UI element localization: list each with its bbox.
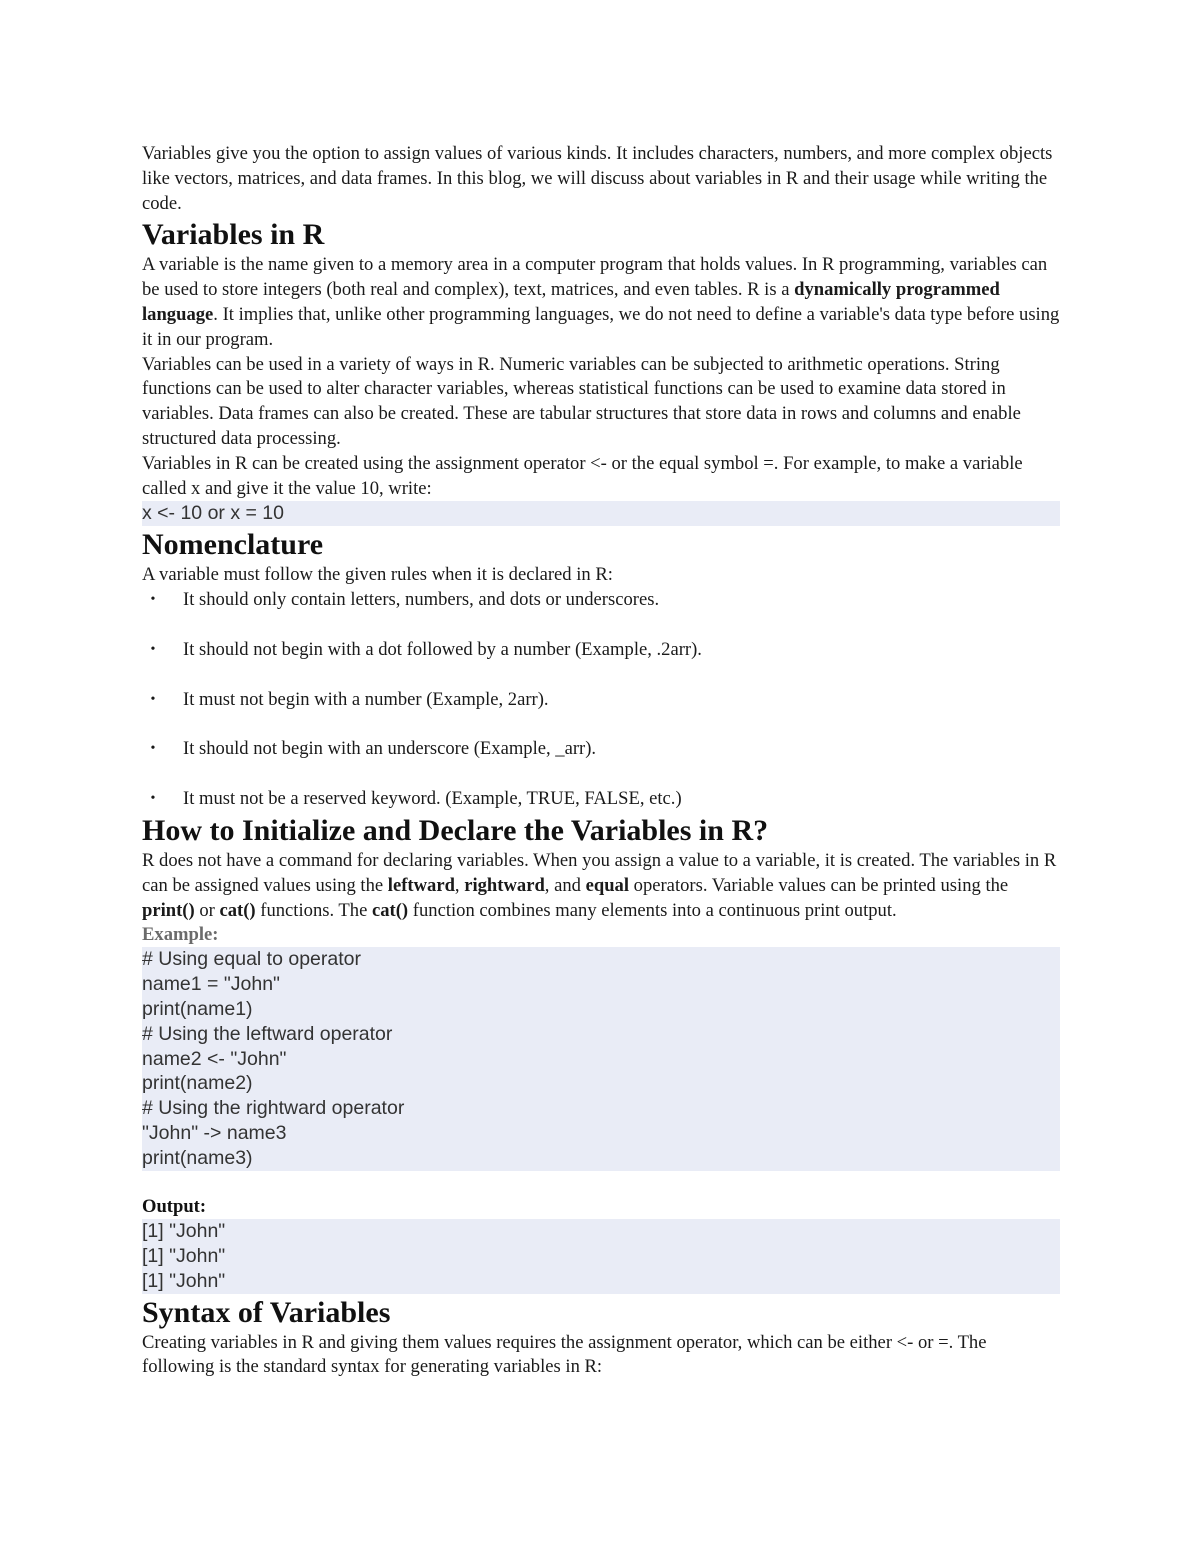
heading-syntax-of-variables: Syntax of Variables bbox=[142, 1295, 391, 1329]
bold-term: rightward bbox=[464, 874, 545, 896]
rule-text: It should not begin with a dot followed by a number (Example, .2arr). bbox=[183, 638, 702, 660]
text: , bbox=[454, 874, 465, 896]
bullet-icon: • bbox=[150, 641, 156, 657]
code-line: [1] "John" bbox=[142, 1220, 226, 1243]
text: function combines many elements into a continuous print output. bbox=[408, 899, 897, 921]
bold-term: cat() bbox=[372, 899, 409, 921]
list-item bbox=[142, 588, 1060, 613]
bold-term: equal bbox=[585, 874, 629, 896]
text: or bbox=[194, 899, 220, 921]
heading-initialize-declare: How to Initialize and Declare the Variables in R? bbox=[142, 813, 769, 847]
bold-term: cat() bbox=[219, 899, 256, 921]
text: functions. The bbox=[255, 899, 372, 921]
example-code-block bbox=[142, 947, 1060, 1170]
output-code-block bbox=[142, 1219, 1060, 1293]
initialize-paragraph bbox=[142, 849, 1060, 923]
bold-term: print() bbox=[142, 899, 195, 921]
code-line: name1 = "John" bbox=[142, 973, 280, 996]
document-page bbox=[142, 142, 1060, 1380]
text: R does not have a command for declaring variables. When you assign a value to a variable, it is created. The variables in R can be assigned values using the bbox=[142, 849, 1057, 896]
bullet-icon: • bbox=[150, 691, 156, 707]
rule-text: It must not be a reserved keyword. (Example, TRUE, FALSE, etc.) bbox=[183, 788, 682, 810]
intro-paragraph: Variables give you the option to assign values of various kinds. It includes characters, numbers, and more complex objects like vectors, matrices, and data frames. In this blog, we will discuss about variables in R and their usage while writing the code. bbox=[142, 143, 1053, 214]
rule-text: It should only contain letters, numbers, and dots or underscores. bbox=[183, 588, 660, 610]
code-line: x <- 10 or x = 10 bbox=[142, 502, 284, 525]
text: . It implies that, unlike other programming languages, we do not need to define a variable's data type before using it in our program. bbox=[142, 303, 1060, 350]
code-line: print(name3) bbox=[142, 1146, 253, 1169]
list-item bbox=[142, 737, 1060, 762]
code-line: "John" -> name3 bbox=[142, 1121, 287, 1144]
bold-term: dynamically programmed language bbox=[142, 279, 1000, 325]
output-label: Output: bbox=[142, 1195, 207, 1217]
list-item bbox=[142, 787, 1060, 812]
variables-usage-paragraph: Variables can be used in a variety of ways in R. Numeric variables can be subjected to arithmetic operations. String functions can be used to alter character variables, whereas statistical functions can be used to examine data stored in variables. Data frames can also be created. These are tabular structures that store data in rows and columns and enable structured data processing. bbox=[142, 353, 1021, 449]
text: A variable is the name given to a memory area in a computer program that holds values. In R programming, variables can be used to store integers (both real and complex), text, matrices, and even tables. R is a bbox=[142, 254, 1048, 301]
assignment-paragraph: Variables in R can be created using the assignment operator <- or the equal symbol =. For example, to make a variable called x and give it the value 10, write: bbox=[142, 452, 1023, 499]
nomenclature-intro: A variable must follow the given rules when it is declared in R: bbox=[142, 564, 613, 586]
code-line: # Using the rightward operator bbox=[142, 1097, 405, 1120]
nomenclature-rules-list bbox=[142, 588, 1060, 812]
text: operators. Variable values can be printed using the bbox=[629, 874, 1009, 896]
rule-text: It must not begin with a number (Example, 2arr). bbox=[183, 688, 549, 710]
bold-term: leftward bbox=[387, 874, 455, 896]
bullet-icon: • bbox=[150, 791, 156, 807]
code-line: print(name1) bbox=[142, 997, 253, 1020]
list-item bbox=[142, 688, 1060, 713]
text: , and bbox=[544, 874, 586, 896]
assignment-code-block bbox=[142, 501, 1060, 526]
heading-nomenclature: Nomenclature bbox=[142, 528, 324, 562]
variables-definition-paragraph bbox=[142, 253, 1060, 352]
code-line: [1] "John" bbox=[142, 1245, 226, 1268]
bullet-icon: • bbox=[150, 741, 156, 757]
code-line: [1] "John" bbox=[142, 1269, 226, 1292]
bullet-icon: • bbox=[150, 591, 156, 607]
code-line: # Using the leftward operator bbox=[142, 1022, 393, 1045]
heading-variables-in-r: Variables in R bbox=[142, 218, 325, 252]
rule-text: It should not begin with an underscore (Example, _arr). bbox=[183, 738, 597, 760]
list-item bbox=[142, 638, 1060, 663]
code-line: print(name2) bbox=[142, 1072, 253, 1095]
code-line: # Using equal to operator bbox=[142, 948, 361, 971]
example-label: Example: bbox=[142, 924, 219, 946]
syntax-paragraph: Creating variables in R and giving them values requires the assignment operator, which can be either <- or =. The following is the standard syntax for generating variables in R: bbox=[142, 1331, 987, 1378]
code-line: name2 <- "John" bbox=[142, 1047, 287, 1070]
